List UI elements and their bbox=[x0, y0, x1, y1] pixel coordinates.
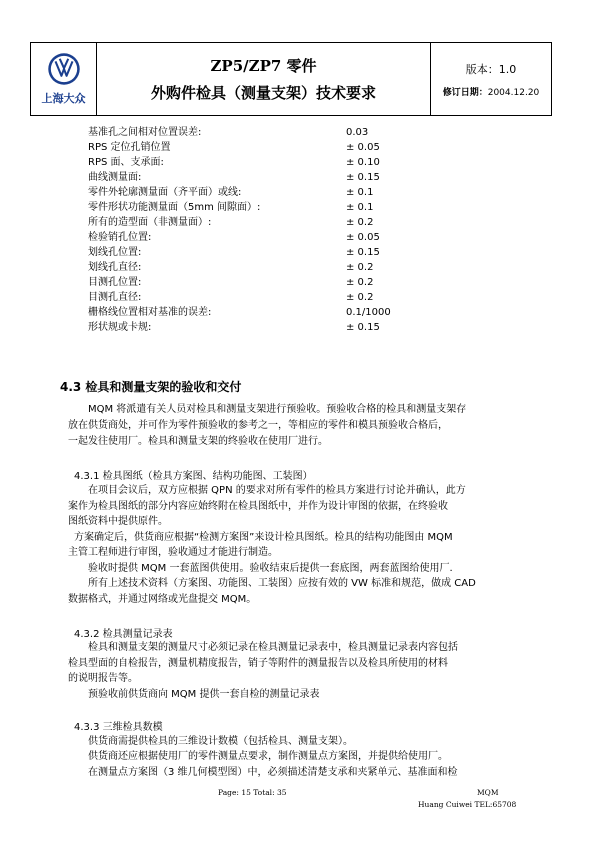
tolerance-value: ± 0.1 bbox=[346, 202, 374, 213]
tolerance-row bbox=[88, 290, 391, 305]
revision-date-value: 2004.12.20 bbox=[487, 87, 540, 98]
tolerance-value: ± 0.05 bbox=[346, 142, 380, 153]
tolerance-name: 形状规或卡规: bbox=[88, 322, 152, 333]
paragraph-line: 主管工程师进行审图，验收通过才能进行制造。 bbox=[68, 547, 278, 558]
tolerance-row bbox=[88, 155, 391, 170]
tolerance-name: 零件形状功能测量面（5mm 间隙面）: bbox=[88, 202, 261, 213]
company-name: 上海大众 bbox=[41, 92, 86, 105]
tolerance-name: 检验销孔位置: bbox=[88, 232, 152, 243]
document-title-line1: ZP5/ZP7 零件 bbox=[210, 57, 317, 75]
tolerance-value: 0.1/1000 bbox=[346, 307, 391, 318]
tolerance-value: 0.03 bbox=[346, 127, 369, 138]
tolerance-row bbox=[88, 275, 391, 290]
paragraph-line: 图纸资料中提供原件。 bbox=[68, 516, 168, 527]
paragraph-line: 预验收前供货商向 MQM 提供一套自检的测量记录表 bbox=[88, 689, 320, 700]
footer-author: Huang Cuiwei TEL:65708 bbox=[418, 800, 517, 809]
tolerance-row bbox=[88, 140, 391, 155]
paragraph-line: 放在供货商处，并可作为零件预验收的参考之一，等相应的零件和模具预验收合格后， bbox=[68, 420, 448, 431]
tolerance-value: ± 0.15 bbox=[346, 322, 380, 333]
page-number: Page: 15 Total: 35 bbox=[218, 788, 287, 797]
tolerance-row bbox=[88, 305, 391, 320]
tolerance-value: ± 0.10 bbox=[346, 157, 380, 168]
tolerance-value: ± 0.2 bbox=[346, 217, 374, 228]
paragraph-line: 在测量点方案图（3 维几何模型图）中，必须描述清楚支承和夹紧单元、基准面和检 bbox=[88, 767, 458, 778]
document-title-line2: 外购件检具（测量支架）技术要求 bbox=[150, 84, 376, 102]
version-cell bbox=[431, 43, 551, 115]
tolerance-name: 基准孔之间相对位置误差: bbox=[88, 127, 202, 138]
paragraph-line: 方案确定后，供货商应根据“检测方案图”来设计检具图纸。检具的结构功能图由 MQM bbox=[74, 532, 453, 543]
revision-date bbox=[443, 85, 540, 98]
tolerance-name: 零件外轮廓测量面（齐平面）或线: bbox=[88, 187, 242, 198]
logo-cell bbox=[31, 43, 97, 115]
tolerance-name: 曲线测量面: bbox=[88, 172, 142, 183]
paragraph-line: 所有上述技术资料（方案图、功能图、工装图）应按有效的 VW 标准和规范，做成 CAD bbox=[88, 578, 476, 589]
tolerance-value: ± 0.2 bbox=[346, 262, 374, 273]
paragraph-line: 供货商需提供检具的三维设计数模（包括检具、测量支架）。 bbox=[88, 736, 353, 747]
tolerance-name: RPS 面、支承面: bbox=[88, 157, 164, 168]
document-header bbox=[30, 42, 552, 116]
tolerance-row bbox=[88, 245, 391, 260]
tolerance-row bbox=[88, 185, 391, 200]
tolerance-value: ± 0.1 bbox=[346, 187, 374, 198]
paragraph-line: 验收时提供 MQM 一套蓝图供使用。验收结束后提供一套底图，两套蓝图给使用厂. bbox=[88, 563, 453, 574]
paragraph-line: 数据格式，并通过网络或光盘提交 MQM。 bbox=[68, 594, 257, 605]
tolerance-value: ± 0.2 bbox=[346, 292, 374, 303]
tolerance-row bbox=[88, 230, 391, 245]
paragraph-line: 一起发往使用厂。检具和测量支架的终验收在使用厂进行。 bbox=[68, 436, 328, 447]
footer-department: MQM bbox=[477, 788, 499, 797]
tolerance-value: ± 0.05 bbox=[346, 232, 380, 243]
tolerance-name: 划线孔位置: bbox=[88, 247, 142, 258]
paragraph-line: 的说明报告等。 bbox=[68, 673, 138, 684]
section-heading-4-3: 4.3 检具和测量支架的验收和交付 bbox=[60, 380, 242, 394]
tolerance-row bbox=[88, 215, 391, 230]
tolerance-value: ± 0.15 bbox=[346, 247, 380, 258]
paragraph-line: 检具和测量支架的测量尺寸必须记录在检具测量记录表中，检具测量记录表内容包括 bbox=[88, 642, 458, 653]
subsection-title-4-3-1: 4.3.1 检具图纸（检具方案图、结构功能图、工装图） bbox=[74, 471, 313, 482]
tolerance-name: 划线孔直径: bbox=[88, 262, 142, 273]
tolerance-row bbox=[88, 320, 391, 335]
tolerance-row bbox=[88, 200, 391, 215]
revision-label: 修订日期： bbox=[442, 87, 488, 98]
paragraph-line: 检具型面的自检报告，测量机精度报告，销子等附件的测量报告以及检具所使用的材料 bbox=[68, 658, 448, 669]
tolerance-name: 目测孔位置: bbox=[88, 277, 142, 288]
tolerance-table bbox=[88, 125, 391, 335]
tolerance-name: 所有的造型面（非测量面）: bbox=[88, 217, 212, 228]
title-cell bbox=[97, 43, 431, 115]
version-label: 版本：1.0 bbox=[465, 62, 517, 76]
tolerance-row bbox=[88, 170, 391, 185]
tolerance-value: ± 0.15 bbox=[346, 172, 380, 183]
tolerance-name: RPS 定位孔销位置 bbox=[88, 142, 171, 153]
tolerance-name: 目测孔直径: bbox=[88, 292, 142, 303]
paragraph-line: 在项目会议后，双方应根据 QPN 的要求对所有零件的检具方案进行讨论并确认，此方 bbox=[88, 485, 466, 496]
tolerance-row bbox=[88, 260, 391, 275]
subsection-title-4-3-3: 4.3.3 三维检具数模 bbox=[74, 722, 163, 733]
paragraph-line: 供货商还应根据使用厂的零件测量点要求，制作测量点方案图，并提供给使用厂。 bbox=[88, 751, 448, 762]
tolerance-value: ± 0.2 bbox=[346, 277, 374, 288]
paragraph-line: MQM 将派遣有关人员对检具和测量支架进行预验收。预验收合格的检具和测量支架存 bbox=[88, 404, 467, 415]
paragraph-line: 案作为检具图纸的部分内容应始终附在检具图纸中，并作为设计审图的依据，在终验收 bbox=[68, 501, 448, 512]
tolerance-name: 栅格线位置相对基准的误差: bbox=[88, 307, 212, 318]
tolerance-row bbox=[88, 125, 391, 140]
subsection-title-4-3-2: 4.3.2 检具测量记录表 bbox=[74, 629, 173, 640]
vw-logo-icon bbox=[47, 52, 81, 86]
